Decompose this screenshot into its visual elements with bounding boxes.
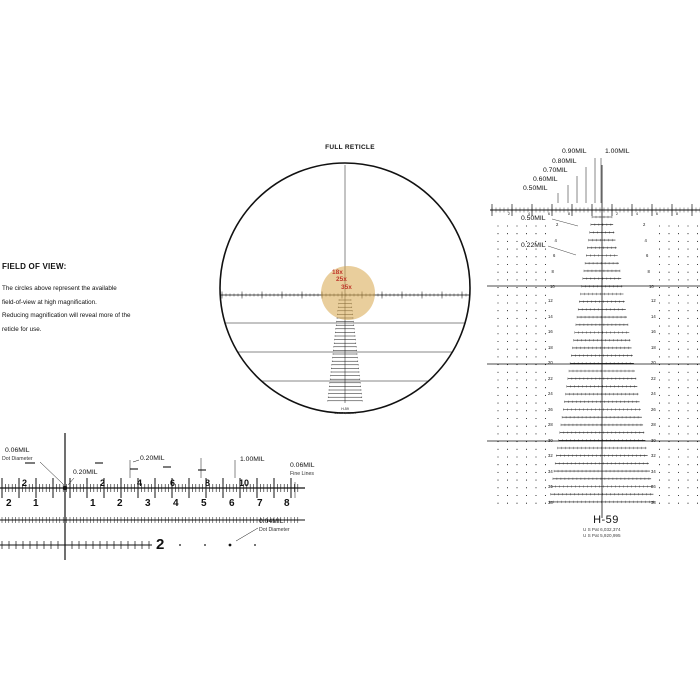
detail-lower-number: 2	[6, 498, 12, 509]
detail-upper-number: 4	[137, 478, 143, 488]
small-reticle-code: US PAT 6,032,374	[334, 412, 356, 415]
detail-lower-number: 1	[33, 498, 39, 509]
callout-1-00mil: 1.00MIL	[605, 148, 630, 155]
detail-lower-number: 5	[201, 498, 207, 509]
callout-fine-lines-value: 0.06MIL	[290, 462, 315, 469]
small-reticle-name: H-59	[341, 407, 349, 411]
full-reticle-title: FULL RETICLE	[325, 144, 375, 151]
ladder-number-left: 4	[554, 237, 557, 243]
detail-upper-number: 6	[170, 478, 176, 488]
detail-upper-number: 2	[22, 478, 28, 488]
ladder-number-left: 12	[548, 298, 553, 303]
callout-fine-lines: Fine Lines	[290, 471, 314, 477]
mag-18x-label: 18x	[332, 269, 343, 276]
ladder-number-left: 34	[548, 468, 553, 474]
detail-lower-number: 7	[257, 498, 263, 509]
ladder-number-right: 24	[651, 391, 656, 396]
ladder-number-left: 18	[548, 344, 553, 350]
callout-0-80mil: 0.80MIL	[552, 158, 577, 165]
ladder-number-left: 32	[548, 453, 553, 458]
detail-lower-number: 1	[90, 498, 96, 509]
callout-dot-0-06mil: 0.06MIL	[5, 447, 30, 454]
detail-lower-number: 2	[117, 498, 123, 509]
mag-25x-label: 25x	[336, 276, 347, 283]
callout-leader	[68, 478, 74, 485]
callout-0-60mil: 0.60MIL	[533, 176, 558, 183]
ladder-number-right: 20	[651, 360, 656, 365]
detail-dot	[179, 544, 181, 546]
scale-number-left: 6	[548, 212, 550, 216]
ladder-number-left: 14	[548, 313, 553, 319]
callout-dot-diameter: Dot Diameter	[2, 456, 33, 462]
ladder-number-left: 38	[548, 499, 553, 505]
ladder-number-left: 16	[548, 329, 553, 334]
scale-number-right: 2	[616, 212, 618, 216]
ladder-number-right: 38	[651, 499, 656, 505]
ladder-number-right: 36	[651, 484, 656, 489]
ladder-number-right: 32	[651, 453, 656, 458]
detail-lower-number: 4	[173, 498, 179, 509]
ladder-number-right: 10	[649, 284, 654, 289]
detail-dot	[229, 544, 232, 547]
ladder-number-left: 2	[556, 222, 559, 227]
ladder-number-left: 28	[548, 422, 553, 427]
ladder-number-right: 28	[651, 422, 656, 427]
detail-lower-number: 8	[284, 498, 290, 509]
scale-number-right: 4	[636, 212, 638, 216]
ladder-number-left: 30	[548, 437, 553, 443]
ladder-number-left: 10	[550, 284, 555, 289]
callout-0-90mil: 0.90MIL	[562, 148, 587, 155]
callout-0-70mil: 0.70MIL	[543, 167, 568, 174]
detail-upper-number: 2	[100, 478, 106, 488]
ladder-number-right: 26	[651, 406, 656, 412]
reticle-brand-name: H-59	[593, 514, 619, 526]
ladder-number-right: 34	[651, 468, 656, 474]
patent-line-2: U S Pat 5,920,995	[583, 533, 621, 538]
ladder-number-right: 22	[651, 375, 656, 381]
ladder-number-right: 18	[651, 344, 656, 350]
callout-leader	[40, 462, 63, 484]
ladder-number-right: 14	[651, 313, 656, 319]
detail-dot	[254, 544, 256, 546]
detail-lower-number: 6	[229, 498, 235, 509]
fov-line: reticle for use.	[2, 325, 42, 333]
scale-number-left: 2	[508, 212, 510, 216]
ladder-number-right: 16	[651, 329, 656, 334]
ladder-number-right: 30	[651, 437, 656, 443]
detail-upper-number: 8	[205, 478, 211, 488]
callout-0-50mil-vertical: 0.50MIL	[521, 215, 546, 222]
ladder-number-left: 20	[548, 360, 553, 365]
callout-dot-0-04mil: 0.04MIL	[259, 518, 284, 525]
ladder-number-right: 2	[643, 222, 646, 227]
detail-lower-number: 3	[145, 498, 151, 509]
ladder-number-right: 12	[651, 298, 656, 303]
callout-0-22mil: 0.22MIL	[521, 242, 546, 249]
scale-number-left: 4	[528, 212, 530, 216]
callout-dot-diameter-small: Dot Diameter	[259, 527, 290, 533]
scale-number-right: 6	[656, 212, 658, 216]
callout-leader	[236, 528, 258, 541]
ladder-number-left: 22	[548, 375, 553, 381]
detail-big-numeral: 2	[156, 536, 165, 553]
ladder-number-right: 6	[646, 253, 649, 258]
center-dot	[63, 486, 67, 490]
callout-0-20mil-b: 0.20MIL	[140, 455, 165, 462]
scale-number-right: 8	[676, 212, 678, 216]
ladder-number-left: 24	[548, 391, 553, 396]
callout-0-20mil-a: 0.20MIL	[73, 469, 98, 476]
fov-line: field-of-view at high magnification.	[2, 298, 97, 306]
callout-leader	[133, 460, 139, 462]
scale-number-left: 8	[568, 212, 570, 216]
callout-1-00mil-bottom: 1.00MIL	[240, 456, 265, 463]
ladder-number-left: 36	[548, 484, 553, 489]
callout-0-50mil: 0.50MIL	[523, 185, 548, 192]
ladder-number-left: 26	[548, 406, 553, 412]
ladder-number-right: 4	[644, 237, 647, 243]
mag-35x-label: 35x	[341, 284, 352, 291]
ladder-number-left: 8	[551, 268, 554, 274]
ladder-number-left: 6	[553, 253, 556, 258]
field-of-view-heading: FIELD OF VIEW:	[2, 262, 67, 271]
detail-dot	[204, 544, 206, 546]
fov-line: Reducing magnification will reveal more of the	[2, 312, 131, 319]
patent-line-1: U S Pat 6,032,374	[583, 527, 621, 532]
detail-upper-number: 10	[239, 478, 250, 488]
fov-line: The circles above represent the available	[2, 285, 117, 292]
ladder-number-right: 8	[647, 268, 650, 274]
